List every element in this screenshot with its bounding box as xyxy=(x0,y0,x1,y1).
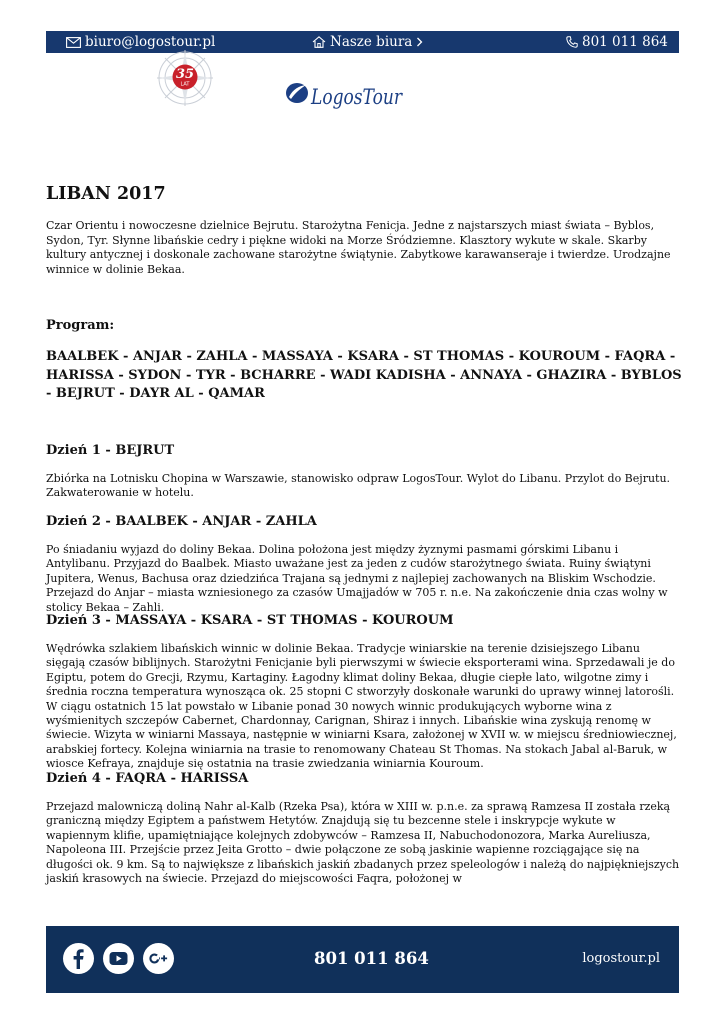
day-description: Po śniadaniu wyjazd do doliny Bekaa. Dolina położona jest między żyznymi pasmami górskimi Libanu i Antylibanu. Przyjazd do Baalbek. Miasto uważane jest za jeden z cudów starożytnego świata. Ruiny świątyni Jupitera, Wenus, Bachusa oraz dziedzińca Trajana są jednymi z najlepiej zachowanych na Bliskim Wschodzie. Przejazd do Anjar – miasta wzniesionego za czasów Umajjadów w 705 r. n.e. Na zakończenie dnia czas wolny w stolicy Bekaa – Zahli. xyxy=(46,543,668,614)
day-description: Zbiórka na Lotnisku Chopina w Warszawie, stanowisko odpraw LogosTour. Wylot do Libanu. Przylot do Bejrutu. Zakwaterowanie w hotelu. xyxy=(46,472,671,500)
offices-link[interactable] xyxy=(312,34,423,50)
phone-link[interactable] xyxy=(566,34,668,50)
youtube-icon[interactable] xyxy=(103,943,134,974)
home-icon xyxy=(312,36,326,48)
day-title: Dzień 4 - FAQRA - HARISSA xyxy=(46,771,249,786)
day-title: Dzień 1 - BEJRUT xyxy=(46,443,175,458)
page-title: LIBAN 2017 xyxy=(46,184,166,204)
logostour-logo[interactable] xyxy=(285,79,405,115)
day-description: Przejazd malowniczą doliną Nahr al-Kalb (Rzeka Psa), która w XIII w. p.n.e. za sprawą Ramzesa II została rzeką graniczną między Egiptem a państwem Hetytów. Znajdują się tu bezcenne stele i inskrypcje wykute w wapiennym klifie, upamiętniające kolejnych zdobywców – Ramzesa II, Nabuchodonozora, Marka Aureliusza, Napoleona III. Przejście przez Jeita Grotto – dwie połączone ze sobą jaskinie wapienne rozciągające się na długości ok. 9 km. Są to największe z libańskich jaskiń zbadanych przez speleologów i należą do najpiękniejszych jaskiń krasowych na świecie. Przejazd do miejscowości Faqra, położonej w xyxy=(46,800,680,886)
intro-paragraph: Czar Orientu i nowoczesne dzielnice Bejrutu. Starożytna Fenicja. Jedne z najstarszych miast świata – Byblos, Sydon, Tyr. Słynne libańskie cedry i piękne widoki na Morze Śródziemne. Klasztory wykute w skale. Skarby kultury antycznej i doskonale zachowane starożytne świątynie. Zabytkowe karawanseraje i twierdze. Urodzajne winnice w dolinie Bekaa. xyxy=(46,219,671,276)
route-list: BAALBEK - ANJAR - ZAHLA - MASSAYA - KSARA - ST THOMAS - KOUROUM - FAQRA - HARISSA - SYDON - TYR - BCHARRE - WADI KADISHA - ANNAYA - GHAZIRA - BYBLOS - BEJRUT - DAYR AL - QAMAR xyxy=(46,349,682,401)
brand-name: LogosTour xyxy=(310,85,404,109)
offices-text: Nasze biura xyxy=(330,34,413,50)
day-title: Dzień 3 - MASSAYA - KSARA - ST THOMAS - KOUROUM xyxy=(46,613,454,628)
footer-phone[interactable]: 801 011 864 xyxy=(314,949,429,968)
footer-website-link[interactable]: logostour.pl xyxy=(582,951,660,966)
anniversary-emblem xyxy=(146,53,224,113)
email-text: biuro@logostour.pl xyxy=(85,34,216,50)
chevron-right-icon xyxy=(416,37,423,47)
top-contact-bar xyxy=(46,31,679,53)
envelope-icon xyxy=(66,37,81,48)
emblem-subtext: LAT xyxy=(180,81,190,88)
day-title: Dzień 2 - BAALBEK - ANJAR - ZAHLA xyxy=(46,514,317,529)
emblem-number: 35 xyxy=(175,67,195,82)
email-link[interactable] xyxy=(66,34,215,50)
day-description: Wędrówka szlakiem libańskich winnic w dolinie Bekaa. Tradycje winiarskie na terenie dzisiejszego Libanu sięgają czasów biblijnych. Starożytni Fenicjanie byli pierwszymi w świecie eksporterami wina. Sprzedawali je do Egiptu, potem do Grecji, Rzymu, Kartaginy. Łagodny klimat doliny Bekaa, długie ciepłe lato, wilgotne zimy i średnia roczna temperatura wynosząca ok. 25 stopni C stworzyły doskonałe warunki do uprawy winnej latorośli. W ciągu ostatnich 15 lat powstało w Libanie ponad 30 nowych winnic produkujących wyborne wina z wyśmienitych szczepów Cabernet, Chardonnay, Carignan, Shiraz i innych. Libańskie wina zyskują renomę w świecie. Wizyta w winiarni Massaya, następnie w winiarni Ksara, założonej w XVII w. w miejscu średniowiecznej, arabskiej fortecy. Kolejna winiarnia na trasie to renomowany Chateau St Thomas. Na stokach Jabal al-Baruk, w wiosce Kefraya, znajduje się ostatnia na trasie zwiedzania winiarnia Kouroum. xyxy=(46,642,677,771)
footer xyxy=(46,926,679,993)
phone-text: 801 011 864 xyxy=(582,34,668,50)
phone-icon xyxy=(566,36,578,48)
facebook-icon[interactable] xyxy=(63,943,94,974)
program-label: Program: xyxy=(46,318,115,333)
google-plus-icon[interactable] xyxy=(143,943,174,974)
